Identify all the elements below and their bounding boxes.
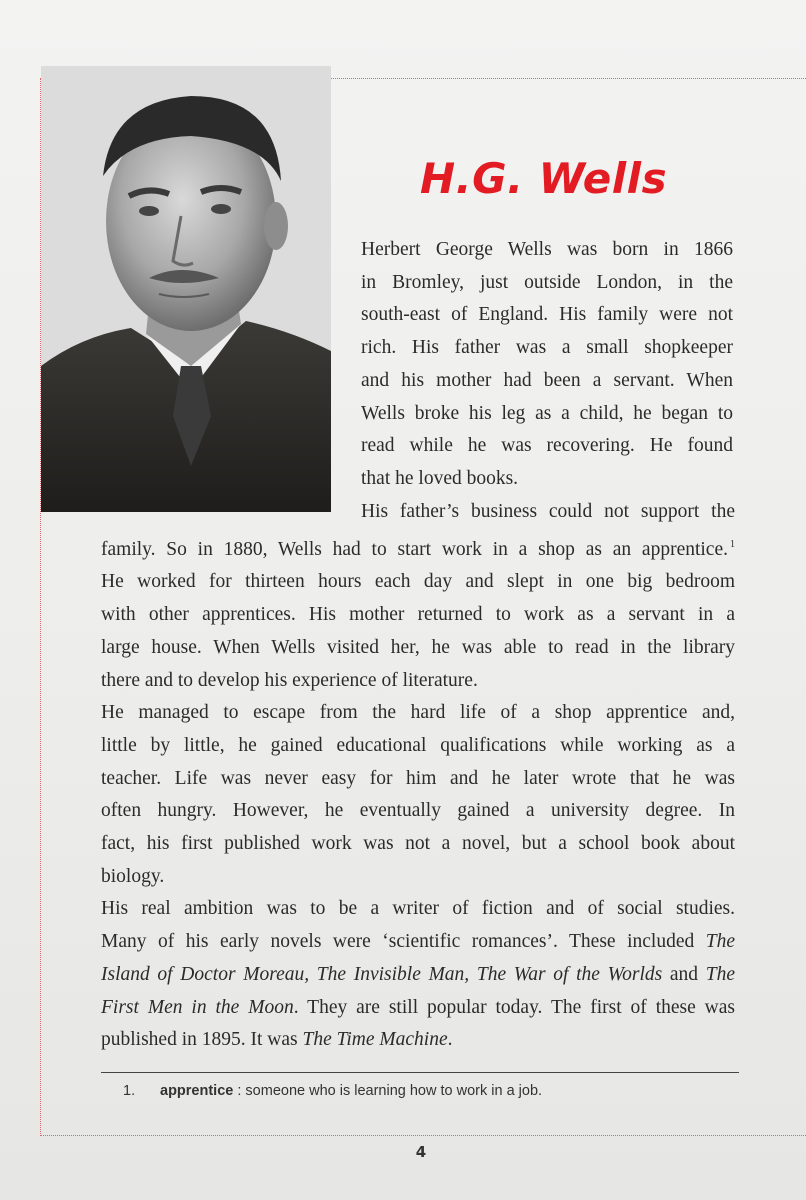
intro-line: south-east of England. His family were not <box>361 304 733 326</box>
body-line: with other apprentices. His mother returned to work as a servant in a <box>101 604 735 626</box>
body-line: large house. When Wells visited her, he was able to read in the library <box>101 636 735 658</box>
body-text <box>101 496 735 1057</box>
body-line <box>101 926 735 959</box>
body-line-text: . They are still popular today. The first of these was <box>293 996 735 1018</box>
footnote-term: apprentice <box>160 1083 234 1099</box>
body-line <box>101 992 735 1025</box>
intro-paragraph <box>361 234 733 496</box>
book-title: The Time Machine <box>302 1029 448 1051</box>
intro-line: Herbert George Wells was born in 1866 <box>361 239 733 260</box>
intro-line: and his mother had been a servant. When <box>361 369 733 391</box>
body-line: teacher. Life was never easy for him and he later wrote that he was <box>101 767 735 789</box>
intro-line: that he loved books. <box>361 467 519 489</box>
intro-line: in Bromley, just outside London, in the <box>361 271 733 293</box>
body-line: published in 1895. It was The Time Machine. <box>101 1029 453 1051</box>
body-line: little by little, he gained educational qualifications while working as a <box>101 734 735 756</box>
body-line-text: Many of his early novels were ‘scientific romances’. These included <box>101 931 695 953</box>
footnote-definition: : someone who is learning how to work in a job. <box>233 1083 543 1099</box>
footnote-marker: 1 <box>730 538 735 550</box>
portrait-photo <box>41 66 331 512</box>
body-line-text: and <box>669 963 699 985</box>
body-line-text: published in 1895. It was <box>101 1029 298 1051</box>
body-line: biology. <box>101 865 165 887</box>
body-line: there and to develop his experience of literature. <box>101 669 478 691</box>
intro-line: rich. His father was a small shopkeeper <box>361 337 733 359</box>
body-line: fact, his first published work was not a novel, but a school book about <box>101 833 735 855</box>
footnote-divider <box>101 1072 739 1073</box>
book-title-fragment: The <box>705 931 735 953</box>
book-title: The War of the Worlds <box>476 963 663 985</box>
page-title: H.G. Wells <box>420 154 668 203</box>
book-title: Island of Doctor Moreau, <box>101 963 310 985</box>
body-line <box>101 529 735 567</box>
body-line <box>101 959 735 992</box>
page-number: 4 <box>415 1143 427 1161</box>
book-title-fragment: The <box>705 963 735 985</box>
footnote-number: 1. <box>123 1083 136 1099</box>
body-line: He managed to escape from the hard life of a shop apprentice and, <box>101 702 735 724</box>
body-line: His real ambition was to be a writer of fiction and of social studies. <box>101 898 735 920</box>
book-title: First Men in the Moon <box>101 996 294 1018</box>
body-line: His father’s business could not support the <box>361 501 735 522</box>
intro-line: Wells broke his leg as a child, he began to <box>361 402 733 424</box>
footnote <box>123 1083 723 1099</box>
body-line-text: family. So in 1880, Wells had to start work in a shop as an apprentice. <box>101 538 728 560</box>
intro-line: read while he was recovering. He found <box>361 435 733 457</box>
body-line: often hungry. However, he eventually gained a university degree. In <box>101 800 735 822</box>
book-title: The Invisible Man, <box>316 963 470 985</box>
body-line: He worked for thirteen hours each day and slept in one big bedroom <box>101 571 735 593</box>
